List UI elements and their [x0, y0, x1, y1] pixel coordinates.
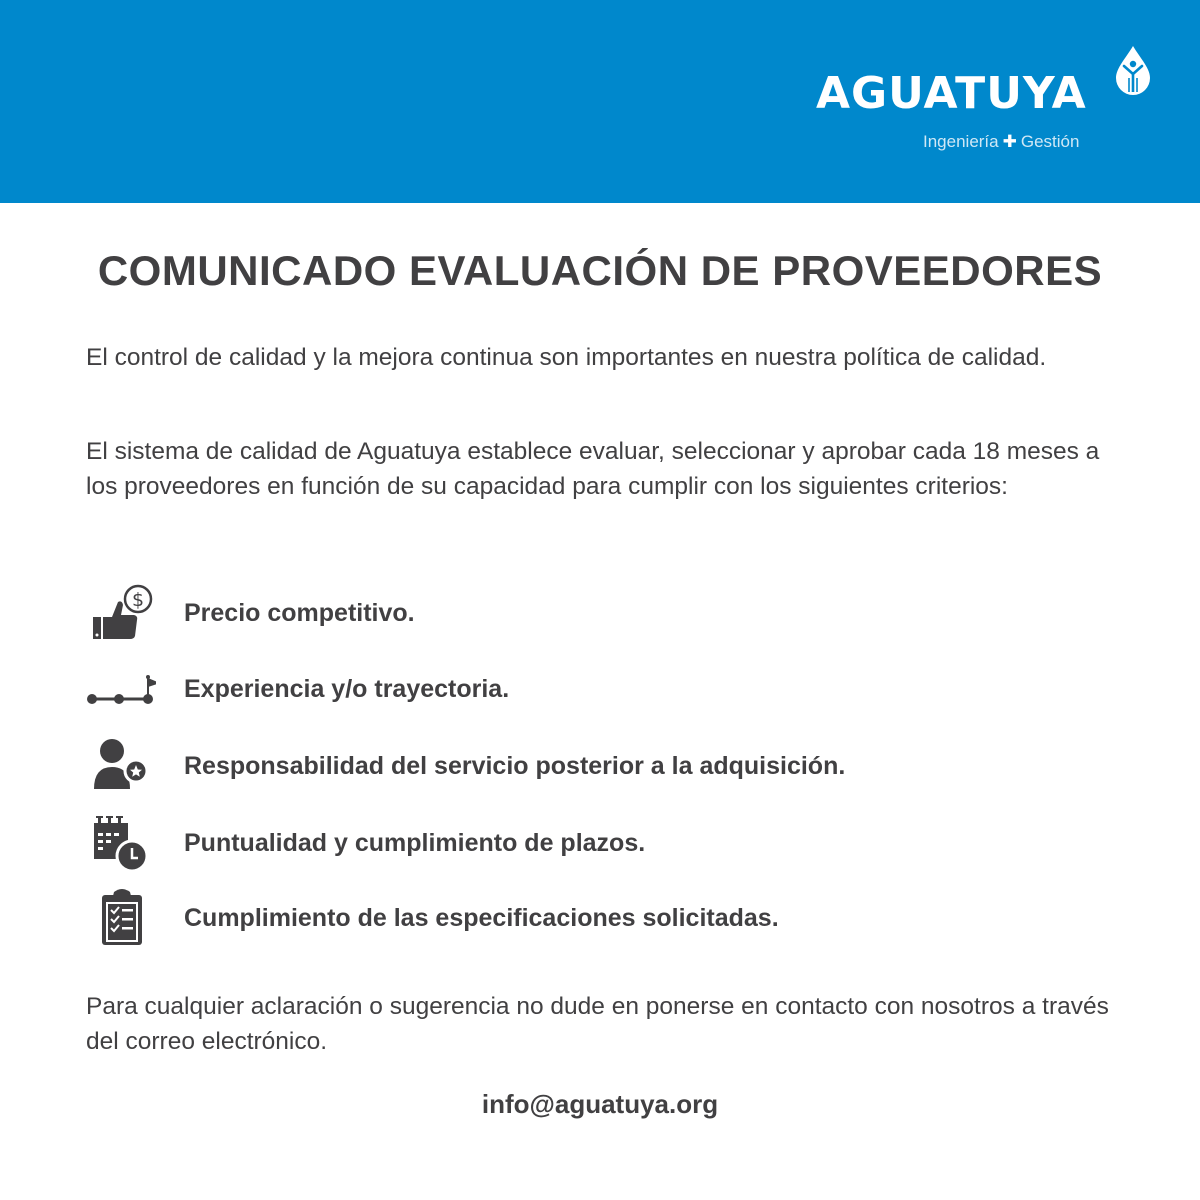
water-drop-person-icon	[1114, 44, 1152, 96]
calendar-clock-icon	[86, 813, 156, 873]
criterion-label: Responsabilidad del servicio posterior a la adquisición.	[184, 751, 846, 780]
criterion-specifications	[86, 888, 779, 948]
thumbs-up-dollar-icon	[86, 583, 156, 643]
intro-paragraph: El control de calidad y la mejora continua son importantes en nuestra política de calidad.	[86, 344, 1047, 371]
page-title: COMUNICADO EVALUACIÓN DE PROVEEDORES	[97, 247, 1103, 294]
svg-text:$: $	[131, 589, 145, 611]
timeline-flag-icon	[86, 659, 156, 719]
user-star-icon	[86, 736, 156, 796]
system-paragraph: El sistema de calidad de Aguatuya establece evaluar, seleccionar y aprobar cada 18 meses a los proveedores en función de su capacidad para cumplir con los siguientes criterios:	[86, 438, 1100, 500]
clipboard-checklist-icon	[86, 888, 156, 948]
criterion-label: Puntualidad y cumplimiento de plazos.	[184, 828, 646, 857]
tagline-engineering: Ingeniería	[923, 132, 999, 151]
criterion-price	[86, 583, 415, 643]
brand-name: AGUATUYA	[816, 68, 1087, 119]
tagline-management: Gestión	[1020, 132, 1080, 151]
criterion-experience	[86, 659, 509, 719]
tagline	[923, 133, 1079, 150]
criterion-label: Precio competitivo.	[184, 598, 415, 627]
header-banner	[0, 0, 1200, 203]
criterion-label: Cumplimiento de las especificaciones solicitadas.	[184, 903, 779, 932]
criterion-punctuality	[86, 813, 645, 873]
plus-icon: ✚	[1002, 132, 1017, 151]
closing-paragraph: Para cualquier aclaración o sugerencia no dude en ponerse en contacto con nosotros a través del correo electrónico.	[86, 993, 1109, 1055]
contact-email[interactable]: info@aguatuya.org	[481, 1089, 719, 1119]
criterion-label: Experiencia y/o trayectoria.	[184, 674, 510, 703]
criterion-responsibility	[86, 736, 845, 796]
